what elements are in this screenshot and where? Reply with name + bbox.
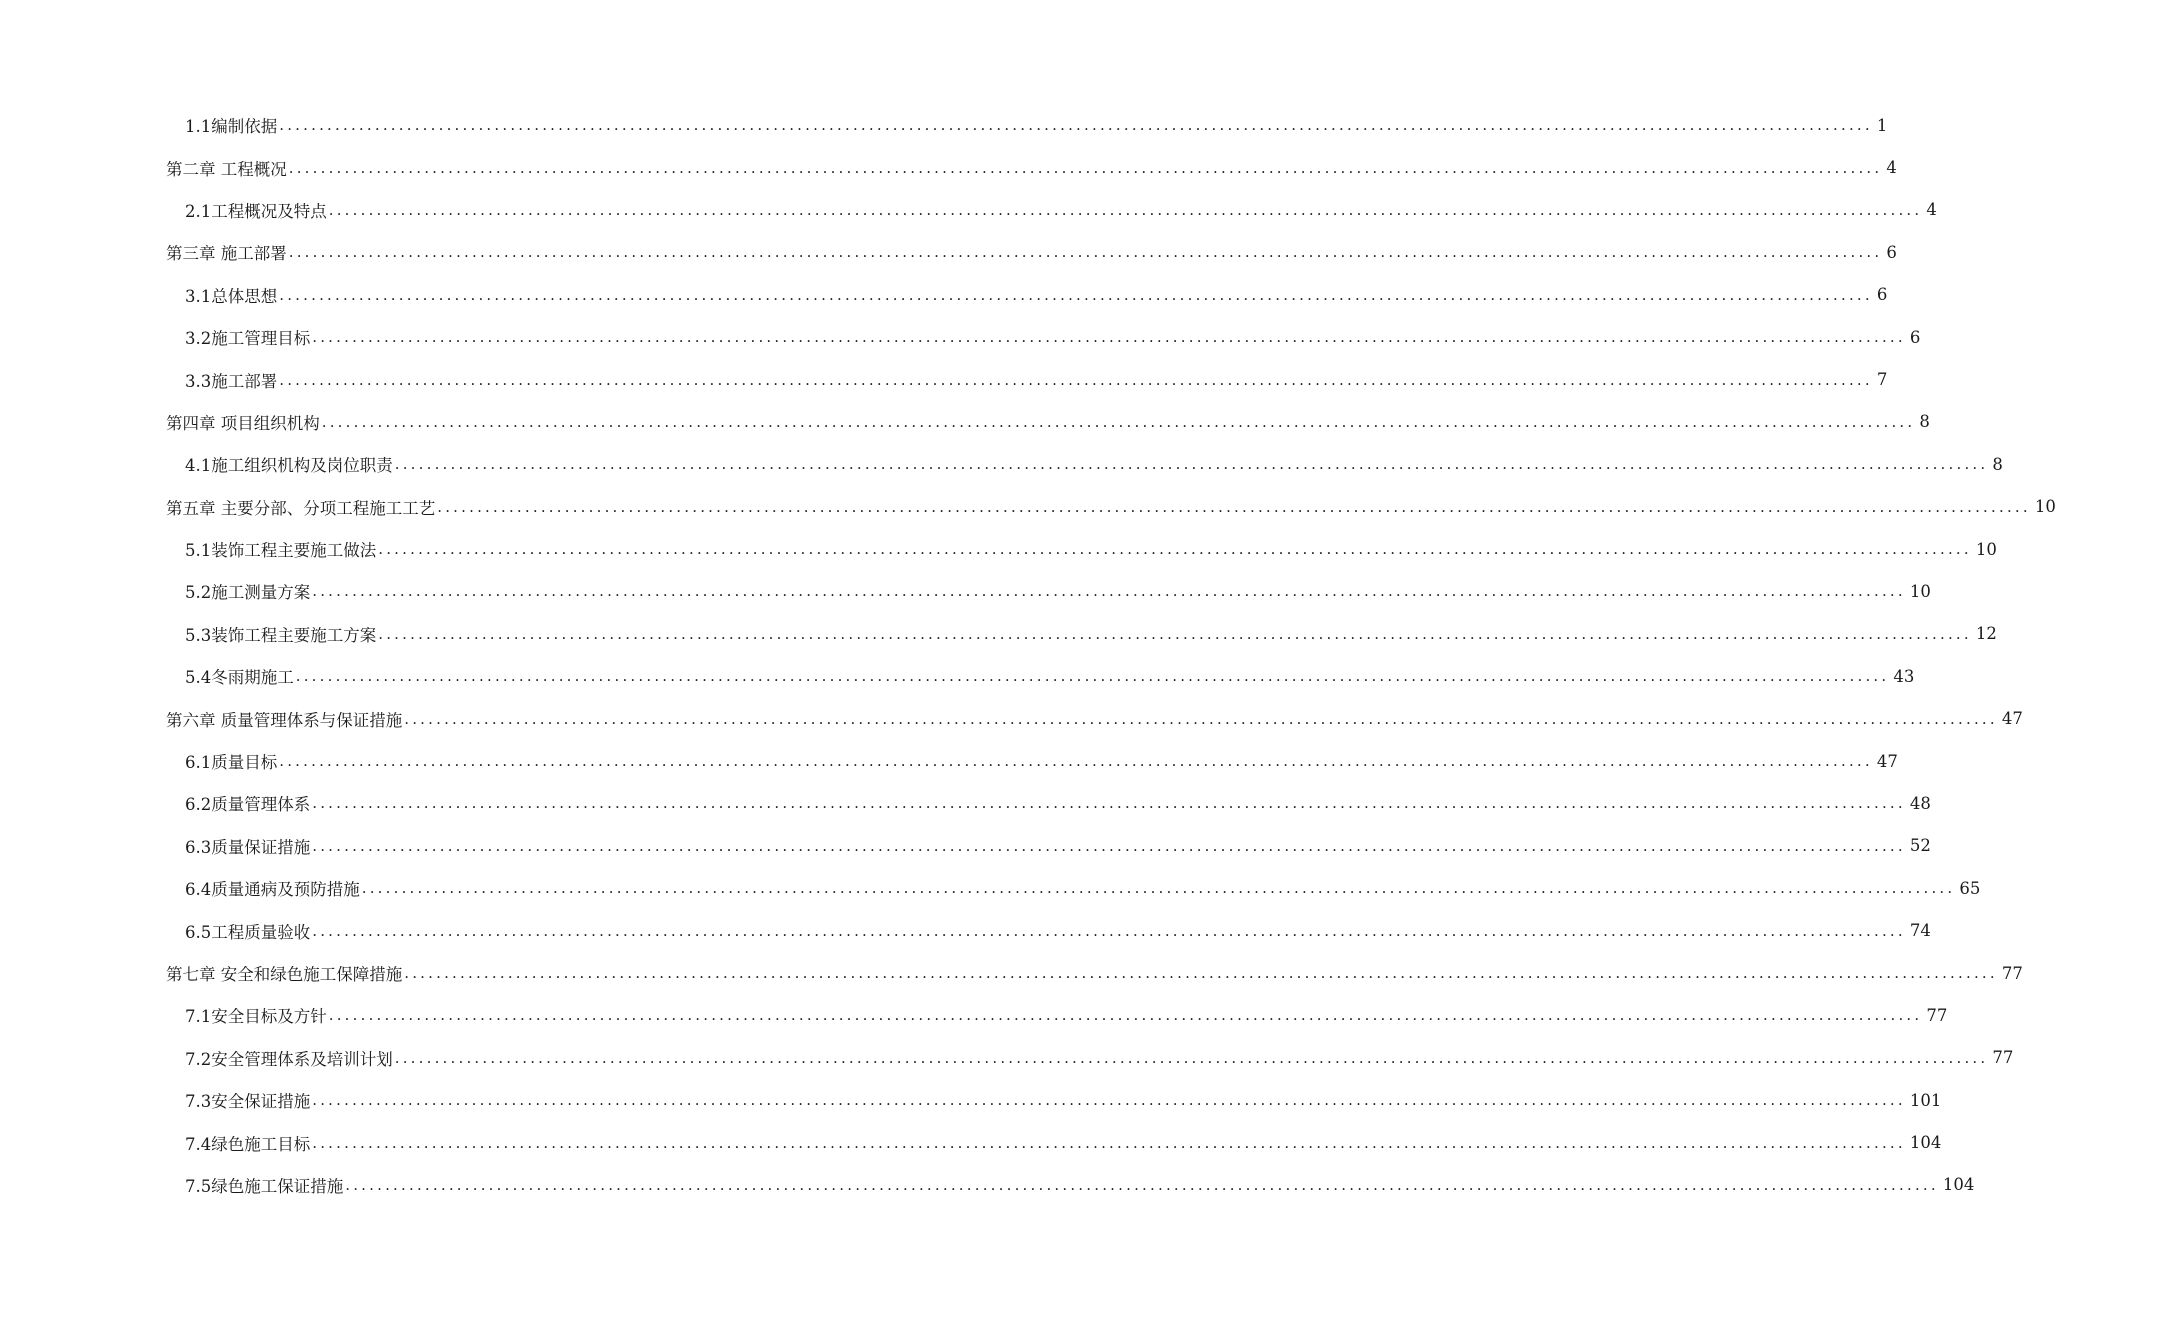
toc-entry[interactable] (0, 570, 1931, 612)
toc-entry-page: 65 (1959, 878, 1981, 898)
toc-entry-label: 1.1编制依据 (185, 113, 279, 137)
toc-entry-label: 5.1装饰工程主要施工做法 (185, 537, 378, 561)
dot-leader: ........................................................................................................................................................................................................ (279, 370, 1873, 389)
dot-leader: ........................................................................................................................................................................................................ (288, 158, 1883, 177)
dot-leader: ........................................................................................................................................................................................................ (378, 540, 1972, 559)
dot-leader: ........................................................................................................................................................................................................ (312, 794, 1906, 813)
toc-entry[interactable] (0, 867, 1981, 909)
toc-entry-label: 7.2安全管理体系及培训计划 (185, 1046, 395, 1070)
toc-entry-page: 6 (1886, 242, 1897, 262)
toc-entry-page: 8 (1992, 454, 2003, 474)
toc-entry-label: 3.3施工部署 (185, 368, 279, 392)
toc-entry-page: 104 (1942, 1175, 1975, 1195)
toc-chapter-entry[interactable] (0, 952, 2023, 994)
toc-entry-page: 4 (1926, 200, 1937, 220)
toc-entry[interactable] (0, 909, 1931, 951)
toc-entry-label: 5.3装饰工程主要施工方案 (185, 622, 378, 646)
dot-leader: ........................................................................................................................................................................................................ (312, 836, 1906, 855)
toc-entry-label: 6.2质量管理体系 (185, 791, 312, 815)
toc-entry-label: 4.1施工组织机构及岗位职责 (185, 452, 395, 476)
toc-entry-page: 8 (1919, 412, 1930, 432)
toc-entry-label: 第七章 安全和绿色施工保障措施 (166, 961, 404, 985)
toc-entry[interactable] (0, 782, 1931, 824)
dot-leader: ........................................................................................................................................................................................................ (279, 285, 1873, 304)
dot-leader: ........................................................................................................................................................................................................ (378, 624, 1972, 643)
toc-entry-page: 52 (1909, 836, 1931, 856)
toc-entry-page: 47 (2001, 709, 2023, 729)
dot-leader: ........................................................................................................................................................................................................ (295, 667, 1890, 686)
toc-entry-page: 47 (1876, 751, 1898, 771)
toc-entry[interactable] (0, 825, 1931, 867)
dot-leader: ........................................................................................................................................................................................................ (361, 879, 1956, 898)
toc-entry-page: 77 (1926, 1005, 1948, 1025)
toc-entry-label: 7.3安全保证措施 (185, 1088, 312, 1112)
dot-leader: ........................................................................................................................................................................................................ (437, 497, 2031, 516)
toc-chapter-entry[interactable] (0, 486, 2056, 528)
dot-leader: ........................................................................................................................................................................................................ (404, 709, 1998, 728)
toc-entry[interactable] (0, 1164, 1975, 1206)
toc-entry-label: 2.1工程概况及特点 (185, 198, 329, 222)
toc-entry-label: 6.4质量通病及预防措施 (185, 876, 362, 900)
toc-entry[interactable] (0, 316, 1921, 358)
toc-entry-label: 第二章 工程概况 (166, 156, 289, 180)
toc-entry-label: 第三章 施工部署 (166, 240, 289, 264)
dot-leader: ........................................................................................................................................................................................................ (328, 200, 1923, 219)
toc-chapter-entry[interactable] (0, 697, 2023, 739)
toc-entry-label: 6.3质量保证措施 (185, 834, 312, 858)
toc-entry-label: 7.5绿色施工保证措施 (185, 1173, 345, 1197)
toc-entry-page: 4 (1886, 158, 1897, 178)
toc-entry-page: 1 (1876, 115, 1888, 135)
dot-leader: ........................................................................................................................................................................................................ (394, 1048, 1989, 1067)
dot-leader: ........................................................................................................................................................................................................ (288, 243, 1883, 262)
toc-chapter-entry[interactable] (0, 401, 1930, 443)
toc-entry-page: 10 (1975, 539, 1997, 559)
toc-entry-label: 5.2施工测量方案 (185, 579, 312, 603)
dot-leader: ........................................................................................................................................................................................................ (312, 328, 1906, 347)
toc-entry[interactable] (0, 1121, 1942, 1163)
toc-entry-label: 7.4绿色施工目标 (185, 1131, 312, 1155)
toc-entry-page: 77 (2001, 963, 2023, 983)
toc-entry-label: 6.5工程质量验收 (185, 919, 312, 943)
toc-entry[interactable] (0, 613, 1997, 655)
toc-entry-page: 7 (1876, 370, 1888, 390)
toc-entry[interactable] (0, 994, 1948, 1036)
toc-entry-page: 10 (2034, 497, 2056, 517)
toc-entry[interactable] (0, 1079, 1942, 1121)
toc-entry-label: 3.1总体思想 (185, 283, 279, 307)
dot-leader: ........................................................................................................................................................................................................ (312, 582, 1906, 601)
toc-entry[interactable] (0, 740, 1898, 782)
toc-entry-label: 7.1安全目标及方针 (185, 1003, 329, 1027)
dot-leader: ........................................................................................................................................................................................................ (312, 1133, 1906, 1152)
toc-entry-page: 6 (1909, 327, 1921, 347)
table-of-contents (0, 104, 2056, 1206)
toc-entry-page: 74 (1909, 921, 1931, 941)
toc-entry-page: 77 (1992, 1048, 2014, 1068)
dot-leader: ........................................................................................................................................................................................................ (321, 412, 1916, 431)
toc-entry-label: 5.4冬雨期施工 (185, 664, 296, 688)
dot-leader: ........................................................................................................................................................................................................ (312, 1091, 1906, 1110)
toc-entry-page: 12 (1975, 624, 1997, 644)
toc-entry[interactable] (0, 655, 1915, 697)
toc-entry[interactable] (0, 189, 1937, 231)
toc-entry-page: 43 (1893, 666, 1915, 686)
toc-entry-label: 第六章 质量管理体系与保证措施 (166, 707, 404, 731)
dot-leader: ........................................................................................................................................................................................................ (279, 752, 1873, 771)
toc-entry-label: 第四章 项目组织机构 (166, 410, 322, 434)
dot-leader: ........................................................................................................................................................................................................ (404, 964, 1998, 982)
toc-chapter-entry[interactable] (0, 231, 1897, 273)
toc-chapter-entry[interactable] (0, 146, 1897, 188)
toc-entry[interactable] (0, 528, 1997, 570)
toc-entry[interactable] (0, 1037, 2014, 1079)
dot-leader: ........................................................................................................................................................................................................ (328, 1006, 1923, 1025)
dot-leader: ........................................................................................................................................................................................................ (279, 116, 1873, 135)
dot-leader: ........................................................................................................................................................................................................ (394, 455, 1989, 474)
toc-entry-label: 6.1质量目标 (185, 749, 279, 773)
toc-entry[interactable] (0, 443, 2003, 485)
toc-entry[interactable] (0, 274, 1888, 316)
dot-leader: ........................................................................................................................................................................................................ (345, 1175, 1939, 1194)
dot-leader: ........................................................................................................................................................................................................ (312, 921, 1906, 940)
toc-entry-page: 48 (1909, 793, 1931, 813)
toc-entry[interactable] (0, 104, 1888, 146)
toc-entry-page: 6 (1876, 285, 1888, 305)
toc-entry-page: 10 (1909, 581, 1931, 601)
toc-entry-page: 104 (1909, 1133, 1942, 1153)
toc-entry-label: 第五章 主要分部、分项工程施工工艺 (166, 495, 437, 519)
toc-entry-page: 101 (1909, 1090, 1942, 1110)
toc-entry[interactable] (0, 358, 1888, 400)
toc-entry-label: 3.2施工管理目标 (185, 325, 312, 349)
